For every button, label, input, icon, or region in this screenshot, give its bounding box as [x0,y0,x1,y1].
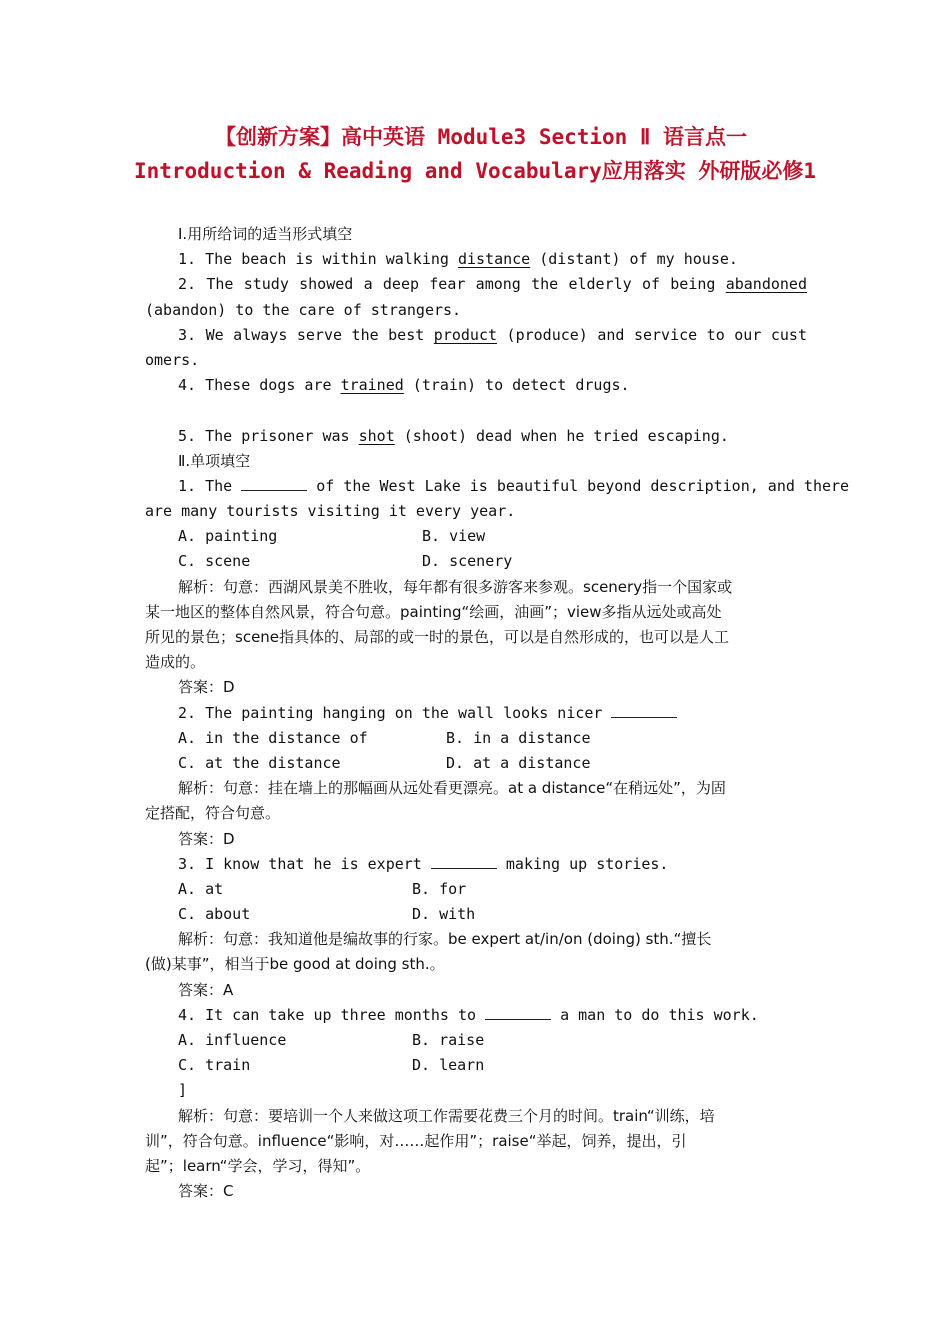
fill-item-4 [145,373,807,398]
question-4-stem [145,1003,807,1028]
answer-blank [241,476,307,491]
question-1-options-ab [145,524,807,549]
option-c: C. train [178,1056,251,1075]
section-1-heading: Ⅰ.用所给词的适当形式填空 [178,225,353,243]
answer-blank [431,854,497,869]
item-text: 3. We always serve the best [178,325,434,344]
document-title-line-1: 【创新方案】高中英语 Module3 Section Ⅱ 语言点一 [215,125,747,149]
question-3-analysis: 解析：句意：我知道他是编故事的行家。be expert at/in/on (doing) sth.“擅长 [178,930,712,949]
option-d: D. scenery [422,552,513,571]
question-2-analysis: 解析：句意：挂在墙上的那幅画从远处看更漂亮。at a distance“在稍远处”，为固 [178,779,726,798]
document-title-line-2: Introduction & Reading and Vocabulary应用落实 外研版必修1 [133,159,817,183]
stem-text: 2. The painting hanging on the wall looks nicer [178,703,612,722]
fill-item-3 [145,323,807,348]
question-2-options-cd [145,751,807,776]
option-b: B. in a distance [446,728,591,747]
stem-text: 1. The [178,476,242,495]
question-1-analysis: 解析：句意：西湖风景美不胜收，每年都有很多游客来参观。scenery指一个国家或 [178,577,733,596]
option-d: D. with [412,905,476,924]
question-1-analysis: 造成的。 [145,653,206,672]
question-4-options-cd [145,1053,807,1078]
question-2-analysis: 定搭配，符合句意。 [145,804,281,823]
option-d: D. at a distance [446,753,591,772]
question-2-answer: 答案：D [178,829,235,848]
item-text: 5. The prisoner was [178,426,359,445]
item-text: 4. These dogs are [178,376,341,395]
item-text: (produce) and service to our cust [497,325,807,344]
item-text: 1. The beach is within walking [178,250,458,269]
option-a: A. at [178,879,224,898]
item-answer: product [433,325,498,344]
fill-item-3-continued: omers. [145,350,200,369]
question-2-options-ab [145,726,807,751]
option-d: D. learn [412,1056,485,1075]
question-4-analysis: 起”；learn“学会，学习，得知”。 [145,1156,371,1175]
question-1-stem [145,474,850,499]
spacer [145,398,807,423]
question-3-options-ab [145,877,807,902]
question-2-stem [145,701,807,726]
option-b: B. for [412,879,467,898]
question-1-answer: 答案：D [178,678,235,697]
question-4-analysis: 解析：句意：要培训一个人来做这项工作需要花费三个月的时间。train“训练，培 [178,1106,715,1125]
option-c: C. scene [178,552,251,571]
question-3-options-cd [145,902,807,927]
question-1-analysis: 所见的景色；scene指具体的、局部的或一时的景色，可以是自然形成的，也可以是人工 [145,628,730,646]
fill-item-1 [145,247,807,272]
stem-text: a man to do this work. [551,1005,759,1024]
fill-item-5 [145,424,807,449]
stem-text: making up stories. [496,854,669,873]
fill-item-2 [145,272,807,297]
question-3-answer: 答案：A [178,980,234,999]
question-3-stem [145,852,807,877]
item-text: (shoot) dead when he tried escaping. [394,426,729,445]
stray-bracket: ] [178,1081,188,1100]
option-b: B. view [422,527,486,546]
item-answer: distance [457,250,531,269]
question-1-analysis: 某一地区的整体自然风景，符合句意。painting“绘画，油画”；view多指从远处或高处 [145,602,722,621]
question-4-analysis: 训”，符合句意。influence“影响，对……起作用”；raise“举起，饲养，提出，引 [145,1131,687,1150]
question-1-options-cd [145,549,807,574]
question-1-stem-continued: are many tourists visiting it every year. [145,502,516,521]
item-answer: trained [340,376,404,395]
stem-text: 4. It can take up three months to [178,1005,486,1024]
option-c: C. at the distance [178,753,341,772]
option-a: A. painting [178,527,278,546]
question-4-answer: 答案：C [178,1182,234,1201]
item-text: 2. The study showed a deep fear among the elderly of being [178,275,726,294]
item-answer: shot [358,426,395,445]
option-b: B. raise [412,1031,485,1049]
option-a: A. in the distance of [178,728,368,747]
stem-text: of the West Lake is beautiful beyond description, and there [307,476,850,495]
stem-text: 3. I know that he is expert [178,854,431,873]
document-body [145,222,850,1204]
question-3-analysis: (做)某事”，相当于be good at doing sth.。 [145,955,445,974]
option-a: A. influence [178,1031,287,1049]
section-2-heading: Ⅱ.单项填空 [178,451,251,470]
item-text: (train) to detect drugs. [403,376,630,395]
fill-item-2-continued: (abandon) to the care of strangers. [145,300,462,319]
item-text: (distant) of my house. [530,250,738,269]
answer-blank [611,703,677,718]
question-4-options-ab [145,1028,807,1053]
item-answer: abandoned [725,275,807,294]
answer-blank [485,1005,551,1020]
option-c: C. about [178,905,251,924]
